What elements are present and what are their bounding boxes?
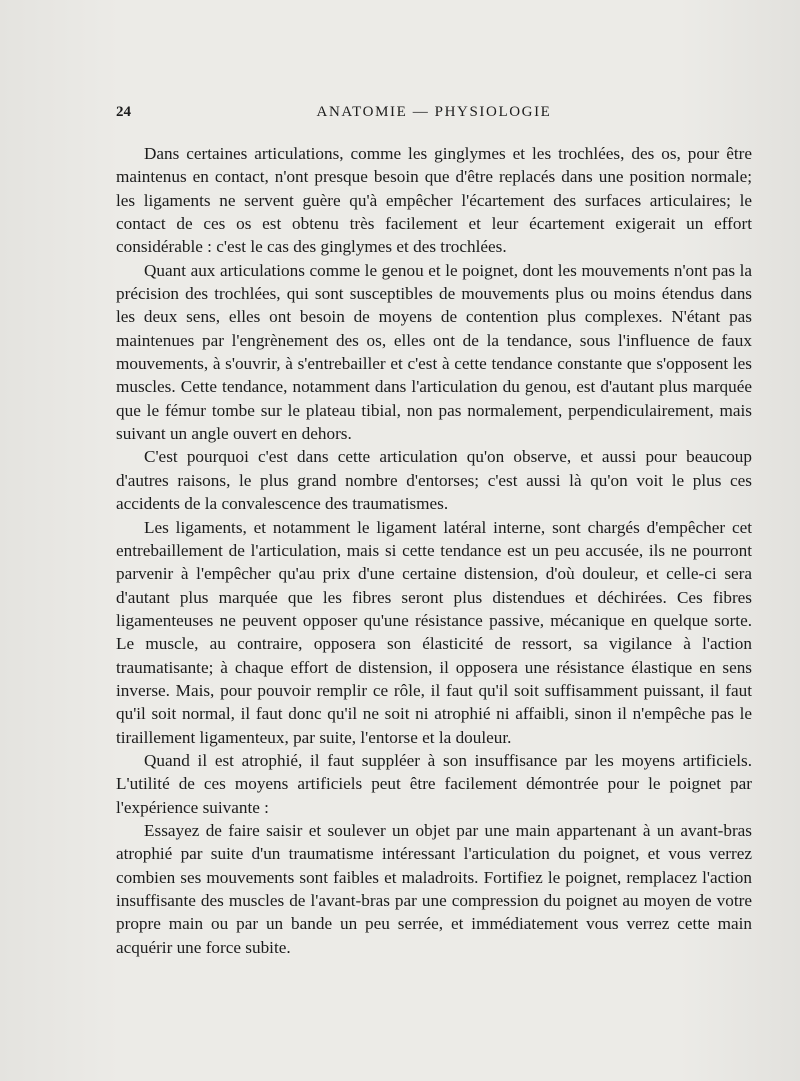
paragraph: Les ligaments, et notamment le ligament latéral interne, sont chargés d'empêcher cet entrebaillement de l'articulation, mais si cette tendance est un peu accusée, ils ne pourront parvenir à l'empêcher qu'au prix d'une certaine distension, d'où douleur, et celle-ci sera d'autant plus marquée que les fibres seront plus distendues et déchirées. Ces fibres ligamenteuses ne peuvent opposer qu'une résistance passive, mécanique en quelque sorte. Le muscle, au contraire, opposera son élasticité de ressort, sa vigilance à l'action traumatisante; à chaque effort de distension, il opposera une résistance élastique en sens inverse. Mais, pour pouvoir remplir ce rôle, il faut qu'il soit suffisamment puissant, il faut qu'il soit normal, il faut donc qu'il ne soit ni atrophié ni affaibli, sinon il n'empêche pas le tiraillement ligamenteux, par suite, l'entorse et la douleur.	[116, 517, 752, 747]
running-title: ANATOMIE — PHYSIOLOGIE	[316, 104, 552, 120]
page-header	[116, 104, 752, 128]
paragraph: Dans certaines articulations, comme les ginglymes et les trochlées, des os, pour être maintenus en contact, n'ont presque besoin que d'être replacés dans une position normale; les ligaments ne servent guère qu'à empêcher l'écartement des surfaces articulaires; le contact de ces os est obtenu très facilement et leur écartement exigerait un effort considérable : c'est le cas des ginglymes et des trochlées.	[116, 144, 752, 257]
page-number: 24	[116, 104, 131, 120]
paragraph: Quant aux articulations comme le genou et le poignet, dont les mouvements n'ont pas la précision des trochlées, qui sont susceptibles de mouvements plus ou moins étendus dans les deux sens, elles ont besoin de moyens de contention plus complexes. N'étant pas maintenues par l'engrènement des os, elles ont de la tendance, sous l'influence de faux mouvements, à s'ouvrir, à s'entrebailler et c'est à cette tendance constante que s'opposent les muscles. Cette tendance, notamment dans l'articulation du genou, est d'autant plus marquée que le fémur tombe sur le plateau tibial, non pas normalement, perpendiculairement, mais suivant un angle ouvert en dehors.	[116, 260, 752, 444]
paragraph: Quand il est atrophié, il faut suppléer à son insuffisance par les moyens artificiels. L'utilité de ces moyens artificiels peut être facilement démontrée pour le poignet par l'expérience suivante :	[116, 750, 752, 817]
paragraph: Essayez de faire saisir et soulever un objet par une main appartenant à un avant-bras atrophié par suite d'un traumatisme intéressant l'articulation du poignet, et vous verrez combien ses mouvements sont faibles et maladroits. Fortifiez le poignet, remplacez l'action insuffisante des muscles de l'avant-bras par une compression du poignet au moyen de votre propre main ou par un bande un peu serrée, et immédiatement vous verrez cette main acquérir une force subite.	[116, 820, 752, 957]
paragraph: C'est pourquoi c'est dans cette articulation qu'on observe, et aussi pour beaucoup d'autres raisons, le plus grand nombre d'entorses; c'est aussi là qu'on voit le plus ces accidents de la convalescence des traumatismes.	[116, 447, 752, 514]
body-text	[116, 142, 752, 959]
